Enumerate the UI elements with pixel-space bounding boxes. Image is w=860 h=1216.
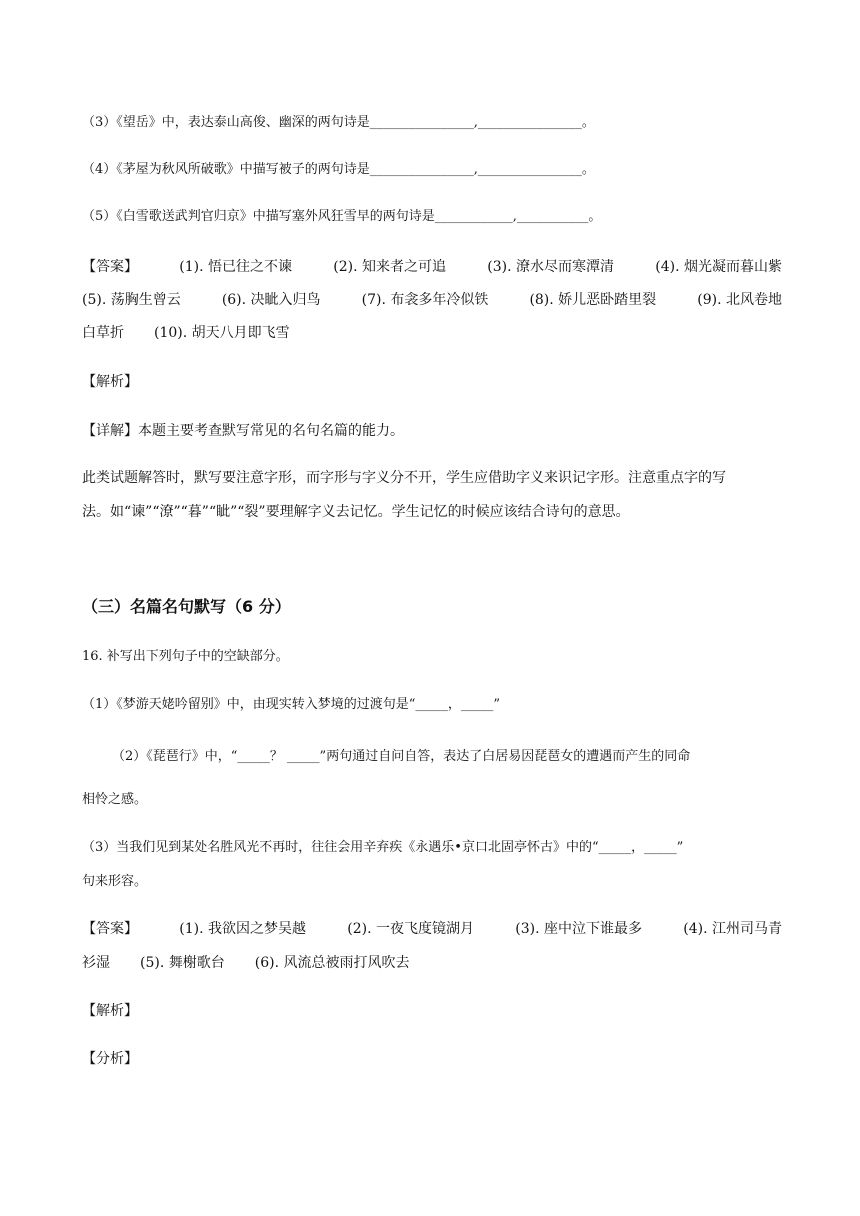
answer-item: (6). 风流总被雨打风吹去 xyxy=(254,955,410,971)
answer-item: (7). 布衾多年冷似铁 xyxy=(361,292,489,308)
answer-item: 衫湿 xyxy=(82,955,110,971)
answer-item: (8). 娇儿恶卧踏里裂 xyxy=(529,292,657,308)
subquestion-3-line-1: （3）当我们见到某处名胜风光不再时，往往会用辛弃疾《永遇乐•京口北固亭怀古》中的“_____，_____” xyxy=(82,840,684,855)
answer-line-1 xyxy=(82,919,782,939)
fenxi-label: 【分析】 xyxy=(82,1051,138,1067)
answer-item: (5). 舞榭歌台 xyxy=(140,955,225,971)
answer-item: (9). 北风卷地 xyxy=(697,292,782,308)
explanation-paragraph-line-1: 此类试题解答时，默写要注意字形，而字形与字义分不开，学生应借助字义来识记字形。注意重点字的写 xyxy=(82,470,726,486)
answer-line-1 xyxy=(82,257,782,277)
subquestion-2-line-1: （2）《琵琶行》中，“_____？ _____”两句通过自问自答，表达了白居易因琵琶女的遭遇而产生的同命 xyxy=(112,749,691,764)
answer-label: 【答案】 xyxy=(82,921,138,937)
subquestion-3-line-2: 句来形容。 xyxy=(82,874,148,889)
detail-line: 【详解】本题主要考查默写常见的名句名篇的能力。 xyxy=(82,423,404,439)
answer-item: (5). 荡胸生曾云 xyxy=(82,292,181,308)
answer-item: (1). 悟已往之不谏 xyxy=(179,259,292,275)
answer-item: (4). 江州司马青 xyxy=(683,921,782,937)
analysis-label: 【解析】 xyxy=(82,374,138,390)
subquestion-2-line-2: 相怜之感。 xyxy=(82,792,148,807)
analysis-label: 【解析】 xyxy=(82,1003,138,1019)
answer-item: (3). 座中泣下谁最多 xyxy=(515,921,642,937)
answer-line-2 xyxy=(82,953,782,973)
explanation-paragraph-line-2: 法。如“谏”“潦”“暮”“眦”“裂”要理解字义去记忆。学生记忆的时候应该结合诗句的意思。 xyxy=(82,504,630,520)
question-3-wangyue: （3）《望岳》中，表达泰山高俊、幽深的两句诗是________________,________________。 xyxy=(82,115,595,130)
section-heading: （三）名篇名句默写（6 分） xyxy=(82,597,291,616)
answer-item: (1). 我欲因之梦吴越 xyxy=(179,921,306,937)
question-4-maowu: （4）《茅屋为秋风所破歌》中描写被子的两句诗是________________,________________。 xyxy=(82,162,595,177)
answer-item: (2). 知来者之可追 xyxy=(333,259,446,275)
answer-item: (10). 胡天八月即飞雪 xyxy=(154,325,290,341)
answer-item: (2). 一夜飞度镜湖月 xyxy=(347,921,474,937)
answer-line-2 xyxy=(82,290,782,310)
subquestion-1: （1）《梦游天姥吟留别》中，由现实转入梦境的过渡句是“_____，_____” xyxy=(82,697,501,712)
answer-item: (4). 烟光凝而暮山紫 xyxy=(655,259,782,275)
question-5-baixuege: （5）《白雪歌送武判官归京》中描写塞外风狂雪早的两句诗是____________,___________。 xyxy=(82,209,602,224)
answer-label: 【答案】 xyxy=(82,259,138,275)
answer-item: (3). 潦水尽而寒潭清 xyxy=(487,259,614,275)
question-16: 16. 补写出下列句子中的空缺部分。 xyxy=(82,649,289,664)
answer-line-3 xyxy=(82,323,782,343)
answer-item: 白草折 xyxy=(82,325,124,341)
answer-item: (6). 决眦入归鸟 xyxy=(221,292,321,308)
